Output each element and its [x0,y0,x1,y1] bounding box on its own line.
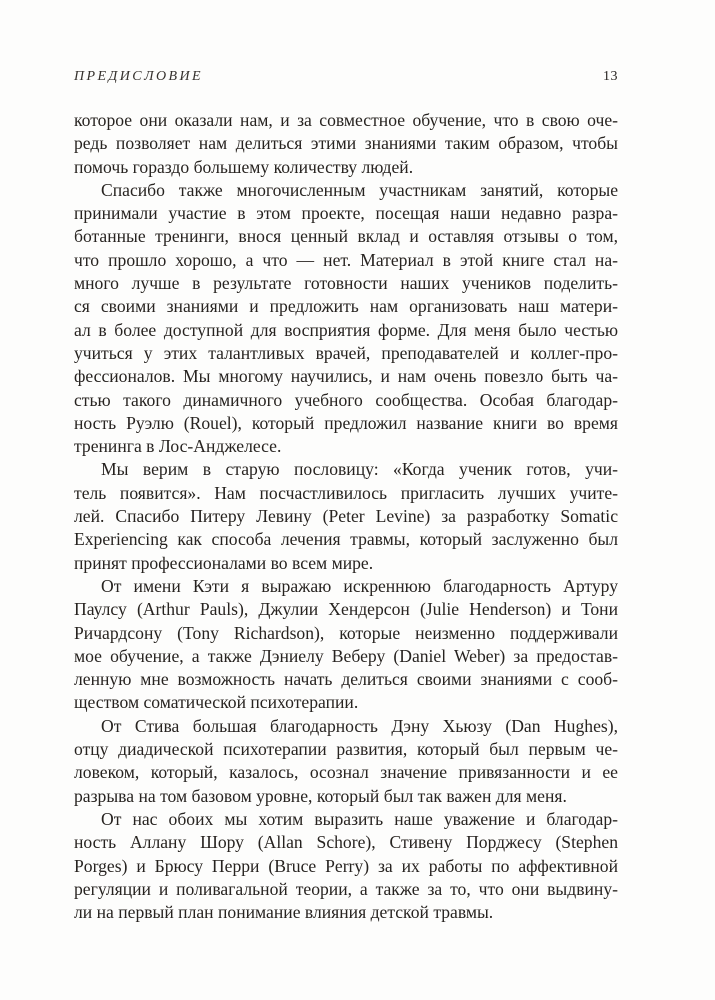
text-line: ловеком, который, казалось, осознал значение привязанности и ее [74,762,618,783]
text-line: Паулсу (Arthur Pauls), Джулии Хендерсон (Julie Henderson) и Тони [74,599,618,620]
text-line: ществом соматической психотерапии. [74,692,359,713]
page-body [74,109,618,924]
text-line: ность Руэлю (Rouel), который предложил название книги во время [74,412,618,433]
paragraph [74,179,618,459]
text-line: ность Аллану Шору (Allan Schore), Стивену Порджесу (Stephen [74,832,618,853]
paragraph [74,109,618,179]
text-line: Experiencing как способа лечения травмы, который заслуженно был [74,529,618,550]
text-line: разрыва на том базовом уровне, который был так важен для меня. [74,785,567,806]
page-number: 13 [603,69,618,84]
text-line: учиться у этих талантливых врачей, преподавателей и коллег-про- [74,342,618,363]
text-line: которое они оказали нам, и за совместное обучение, что в свою оче- [74,110,618,130]
paragraph [74,458,618,574]
text-line: ленную мне возможность начать делиться своими знаниями с сооб- [74,669,618,690]
text-line: фессионалов. Мы многому научились, и нам очень повезло быть ча- [74,366,618,387]
text-line: отцу диадической психотерапии развития, который был первым че- [74,739,618,760]
text-line: тренинга в Лос-Анджелесе. [74,436,282,457]
text-line: Ричардсону (Tony Richardson), которые неизменно поддерживали [74,622,618,643]
text-line: От имени Кэти я выражаю искреннюю благодарность Артуру [101,575,618,596]
text-line: что прошло хорошо, а что — нет. Материал в этой книге стал на- [74,249,618,270]
paragraph [74,575,618,715]
text-line: Спасибо также многочисленным участникам занятий, которые [101,179,618,200]
text-line: Porges) и Брюсу Перри (Bruce Perry) за их работы по аффективной [74,855,618,876]
text-line: много лучше в результате готовности наших учеников поделить- [74,273,618,294]
text-line: стью такого динамичного учебного сообщества. Особая благодар- [74,389,618,410]
paragraph [74,715,618,808]
text-line: Мы верим в старую пословицу: «Когда ученик готов, учи- [101,459,618,480]
text-line: регуляции и поливагальной теории, а также за то, что они выдвину- [74,878,618,899]
text-line: От нас обоих мы хотим выразить наше уважение и благодар- [101,808,618,829]
text-line: ли на первый план понимание влияния детской травмы. [74,902,494,923]
running-title: ПРЕДИСЛОВИЕ [74,69,203,84]
text-line: ал в более доступной для восприятия форме. Для меня было честью [74,319,618,340]
text-line: принят профессионалами во всем мире. [74,552,374,573]
text-line: ботанные тренинги, внося ценный вклад и оставляя отзывы о том, [74,226,618,247]
text-line: помочь гораздо большему количеству людей. [74,156,414,177]
text-line: ся своими знаниями и предложить нам организовать наш матери- [74,296,618,317]
paragraph [74,808,618,924]
page-header [74,68,618,85]
text-line: От Стива большая благодарность Дэну Хьюзу (Dan Hughes), [101,715,618,736]
text-line: мое обучение, а также Дэниелу Веберу (Daniel Weber) за предостав- [74,645,618,666]
text-line: лей. Спасибо Питеру Левину (Peter Levine) за разработку Somatic [74,506,618,527]
text-line: редь позволяет нам делиться этими знаниями таким образом, чтобы [74,133,618,154]
text-line: тель появится». Нам посчастливилось пригласить лучших учите- [74,482,618,503]
text-line: принимали участие в этом проекте, посещая наши недавно разра- [74,203,618,224]
